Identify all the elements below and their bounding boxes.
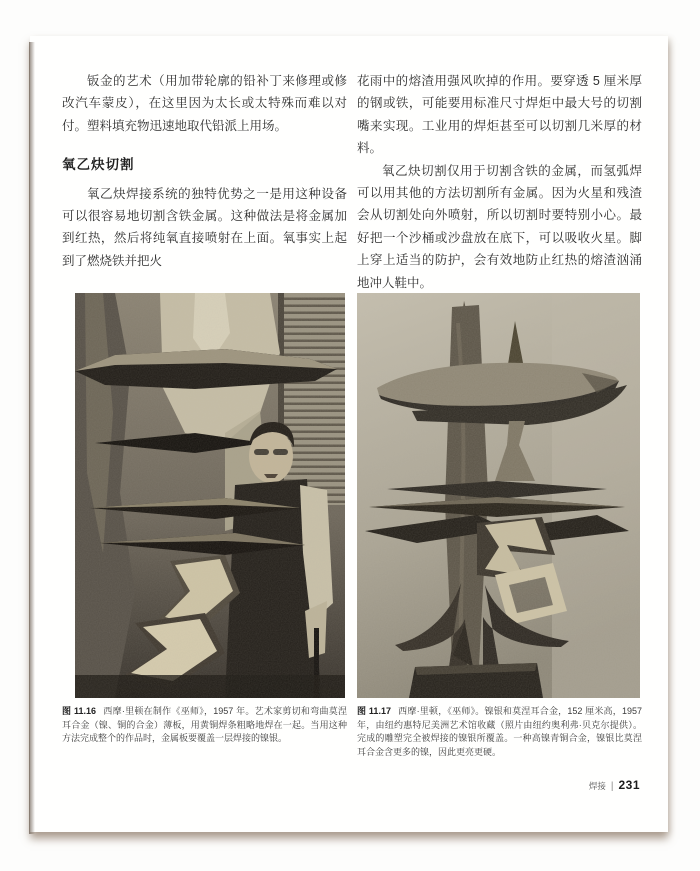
page-gutter-shadow	[29, 42, 35, 834]
figure-caption	[357, 705, 642, 759]
figure-left	[62, 293, 347, 746]
figure-right	[357, 293, 642, 759]
caption-text: 西摩·里顿在制作《巫师》，1957 年。艺术家剪切和弯曲莫涅耳合金（镍、铜的合金）薄板，用黄铜焊条粗略地焊在一起。当用这种方法完成整个的作品时，金属板要覆盖一层焊接的镍银。	[62, 706, 347, 744]
caption-text: 西摩·里顿，《巫师》。镍银和莫涅耳合金，152 厘米高，1957 年，由纽约惠特尼美洲艺术馆收藏（照片由纽约奥利弗·贝克尔提供）。完成的雕塑完全被焊接的镍银所覆盖。一种高镍青铜合金，镍银比莫涅耳合金含更多的镍，因此更亮更硬。	[357, 706, 642, 757]
sculptor-at-work-photo	[75, 293, 345, 698]
caption-figure-label: 图 11.16	[62, 706, 97, 716]
book-page	[30, 36, 668, 832]
footer-divider: |	[610, 781, 614, 792]
paragraph: 钣金的艺术（用加带轮廓的铅补丁来修理或修改汽车蒙皮），在这里因为太长或太特殊而难以对付。塑料填充物迅速地取代铅派上用场。	[62, 74, 347, 133]
page-footer	[589, 778, 640, 792]
paragraph: 氧乙炔焊接系统的独特优势之一是用这种设备可以很容易地切割含铁金属。这种做法是将金属加到红热，然后将纯氧直接喷射在上面。氧事实上起到了燃烧铁并把火	[62, 186, 347, 268]
footer-section-label: 焊接	[588, 781, 606, 791]
figure-caption	[62, 705, 347, 746]
section-heading: 氧乙炔切割	[62, 157, 135, 173]
right-column	[357, 70, 642, 294]
left-column	[62, 70, 347, 272]
sculpture-photo	[357, 293, 640, 698]
page-number: 231	[618, 778, 640, 792]
paragraph: 花雨中的熔渣用强风吹掉的作用。要穿透 5 厘米厚的钢或铁，可能要用标准尺寸焊炬中最大号的切割嘴来实现。工业用的焊炬甚至可以切割几米厚的材料。	[357, 74, 642, 156]
caption-figure-label: 图 11.17	[357, 706, 391, 716]
paragraph: 氧乙炔切割仅用于切割含铁的金属，而氢弧焊可以用其他的方法切割所有金属。因为火星和残渣会从切割处向外喷射，所以切割时要特别小心。最好把一个沙桶或沙盘放在底下，可以吸收火星。脚上穿上适当的防护，会有效地防止红热的熔渣汹涌地冲人鞋中。	[357, 163, 642, 290]
